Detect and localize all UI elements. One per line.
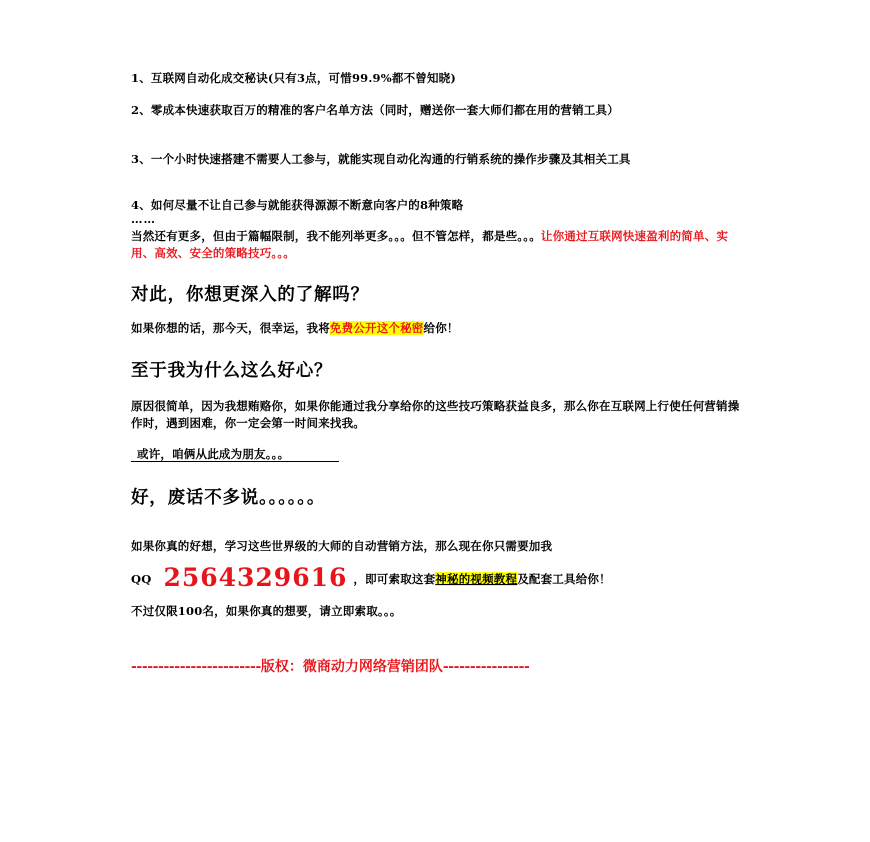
heading-learn-more: 对此，你想更深入的了解吗？ xyxy=(131,285,369,305)
cta-line: 如果你真的好想，学习这些世界级的大师的自动营销方法，那么现在你只需要加我 xyxy=(131,539,553,553)
list-item-3: 3、一个小时快速搭建不需要人工参与，就能实现自动化沟通的行销系统的操作步骤及其相关工具 xyxy=(131,152,631,166)
more-paragraph xyxy=(131,228,746,262)
offer-prefix: 如果你想的话，那今天，很幸运，我将 xyxy=(131,321,330,335)
qq-suffix-b: 及配套工具给你！ xyxy=(517,572,611,586)
footer-dashes-left: ------------------------ xyxy=(131,659,261,675)
offer-highlight: 免费公开这个秘密 xyxy=(329,321,424,335)
offer-suffix: 给你！ xyxy=(423,321,459,335)
qq-line xyxy=(131,563,611,592)
heading-no-nonsense: 好，废话不多说。。。。。。 xyxy=(131,488,326,508)
ellipsis: …… xyxy=(131,212,156,226)
footer-text: 版权：微商动力网络营销团队 xyxy=(260,659,443,675)
list-item-2: 2、零成本快速获取百万的精准的客户名单方法（同时，赠送你一套大师们都在用的营销工具） xyxy=(131,103,619,117)
qq-suffix-a: ，即可索取这套 xyxy=(353,572,436,586)
qq-label: QQ xyxy=(131,572,152,586)
more-text: 当然还有更多，但由于篇幅限制，我不能列举更多。。。但不管怎样，都是些。。。 xyxy=(131,229,541,243)
footer-dashes-right: ---------------- xyxy=(442,659,530,675)
friends-line: 或许，咱俩从此成为朋友。。。 xyxy=(137,447,290,461)
list-item-1: 1、互联网自动化成交秘诀(只有3点，可惜99.9%都不曾知晓) xyxy=(131,71,457,85)
friends-underline xyxy=(131,461,339,462)
offer-paragraph xyxy=(131,320,459,337)
reason-paragraph: 原因很简单，因为我想贿赂你，如果你能通过我分享给你的这些技巧策略获益良多，那么你在互联网上行使任何营销操作时，遇到困难，你一定会第一时间来找我。 xyxy=(131,399,740,430)
qq-highlight: 神秘的视频教程 xyxy=(435,572,518,586)
limit-line: 不过仅限100名，如果你真的想要，请立即索取。。。 xyxy=(131,604,402,618)
copyright-footer xyxy=(131,656,529,676)
more-red-text: 让你通过互联网快速盈利的简单、实用、高效、安全的策略技巧。。。 xyxy=(131,229,729,260)
qq-number: 2564329616 xyxy=(163,563,348,592)
heading-why: 至于我为什么这么好心？ xyxy=(131,361,333,381)
list-item-4: 4、如何尽量不让自己参与就能获得源源不断意向客户的8种策略 xyxy=(131,198,464,212)
